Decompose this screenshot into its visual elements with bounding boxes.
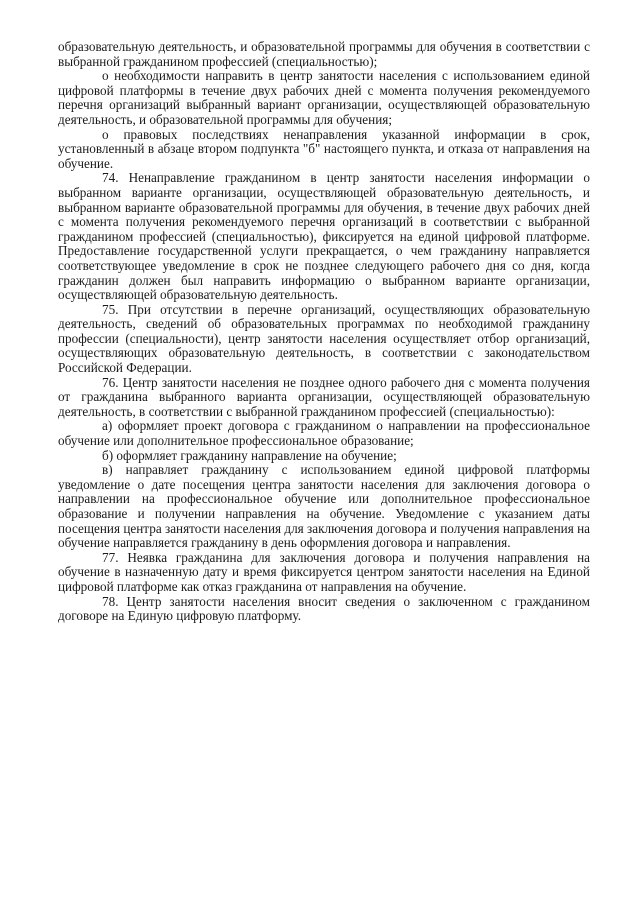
paragraph-74: 74. Ненаправление гражданином в центр занятости населения информации о выбранном варианте организации, осуществляющей образовательную деятельность, и выбранном варианте образовательной программы для обучения, в течение двух рабочих дней с момента получения рекомендуемого перечня организаций в соответствии с выбранной гражданином профессией (специальностью), фиксируется на единой цифровой платформе. Предоставление государственной услуги прекращается, о чем гражданину направляется соответствующее уведомление в срок не позднее следующего рабочего дня со дня, когда гражданин должен был направить информацию о выбранном варианте организации, осуществляющей образовательную деятельность.	[58, 170, 590, 303]
paragraph-76-b: б) оформляет гражданину направление на обучение;	[102, 447, 397, 463]
paragraph-78: 78. Центр занятости населения вносит сведения о заключенном с гражданином договоре на Единую цифровую платформу.	[58, 593, 590, 624]
paragraph-continuation: образовательную деятельность, и образовательной программы для обучения в соответствии с выбранной гражданином профессией (специальностью);	[58, 39, 590, 69]
document-page	[58, 40, 590, 624]
paragraph-76-a: а) оформляет проект договора с гражданином о направлении на профессиональное обучение или дополнительное профессиональное образование;	[58, 418, 590, 449]
paragraph-necessity-notice: о необходимости направить в центр занятости населения с использованием единой цифровой платформы в течение двух рабочих дней с момента получения рекомендуемого перечня организаций выбранный вариант организации, осуществляющей образовательную деятельность, и образовательной программы для обучения;	[58, 68, 590, 127]
paragraph-75: 75. При отсутствии в перечне организаций, осуществляющих образовательную деятельность, сведений об образовательных программах по необходимой гражданину профессии (специальности), центр занятости населения осуществляет отбор организаций, осуществляющих образовательную деятельность, в соответствии с законодательством Российской Федерации.	[58, 301, 590, 376]
paragraph-legal-consequences: о правовых последствиях ненаправления указанной информации в срок, установленный в абзаце втором подпункта "б" настоящего пункта, и отказа от направления на обучение.	[58, 126, 590, 171]
paragraph-76-c: в) направляет гражданину с использованием единой цифровой платформы уведомление о дате посещения центра занятости населения для заключения договора о направлении на профессиональное обучение или дополнительное профессиональное образование и получении направления на обучение. Уведомление с указанием даты посещения центра занятости населения для заключения договора и получения направления на обучение направляется гражданину в день оформления договора и направления.	[58, 462, 590, 551]
paragraph-76: 76. Центр занятости населения не позднее одного рабочего дня с момента получения от гражданина выбранного варианта организации, осуществляющей образовательную деятельность, в соответствии с выбранной гражданином профессией (специальностью):	[58, 374, 590, 419]
paragraph-77: 77. Неявка гражданина для заключения договора и получения направления на обучение в назначенную дату и время фиксируется центром занятости населения на Единой цифровой платформе как отказ гражданина от направления на обучение.	[58, 549, 590, 594]
